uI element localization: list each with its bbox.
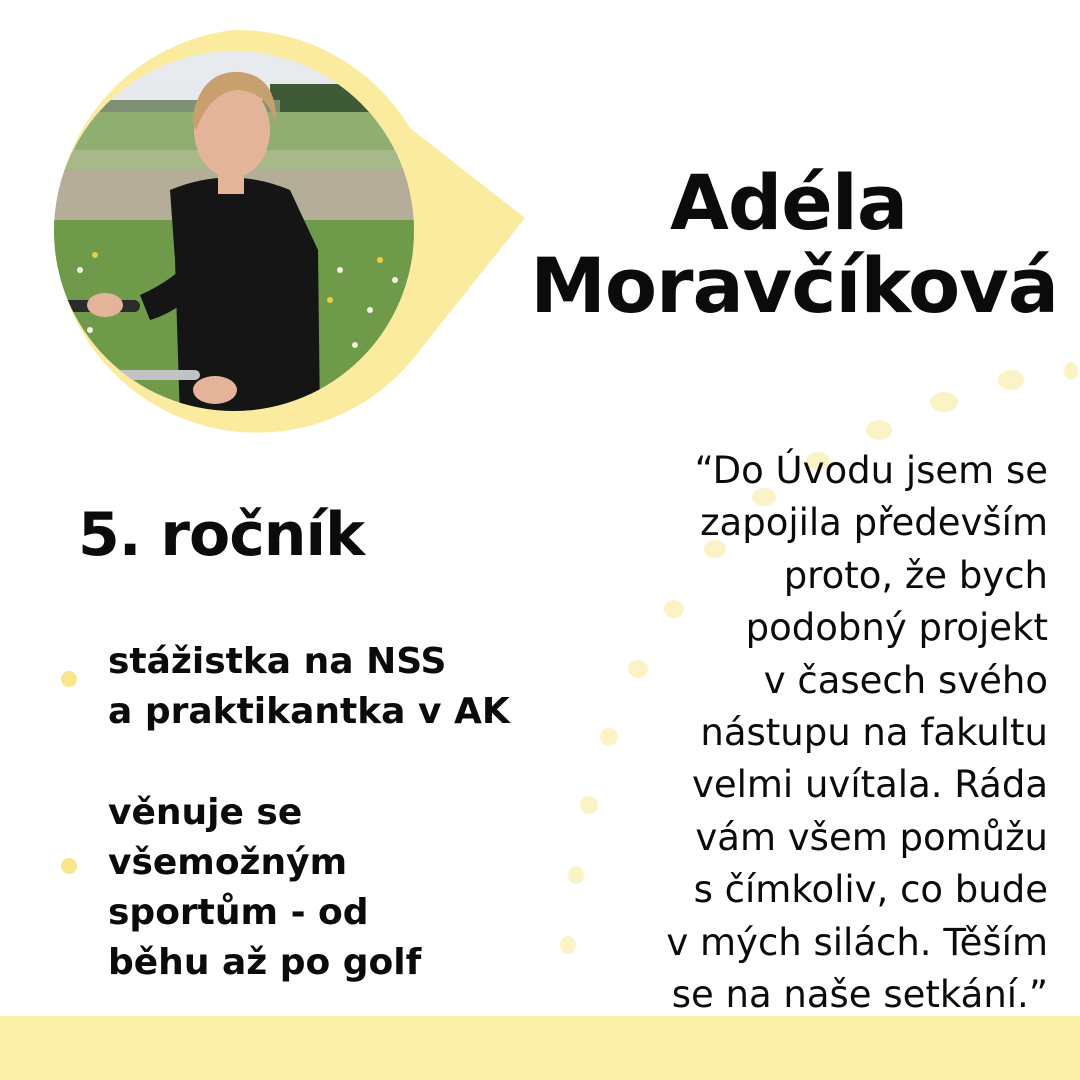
decorative-dot: [998, 370, 1024, 390]
bullet-internship: [108, 637, 510, 737]
quote-line: proto, že bych: [783, 553, 1048, 597]
decorative-dot: [560, 936, 576, 954]
bullet-line: věnuje se: [108, 792, 303, 833]
quote-line: “Do Úvodu jsem se: [694, 449, 1048, 492]
quote-line: s čímkoliv, co bude: [693, 868, 1048, 912]
bullet-dot: [61, 671, 77, 687]
bullet-line: a praktikantka v AK: [108, 691, 510, 732]
year-heading: 5. ročník: [78, 500, 364, 570]
bullet-line: všemožným: [108, 842, 348, 883]
bullet-dot: [61, 858, 77, 874]
decorative-dot: [866, 420, 892, 440]
profile-photo-frame: [0, 0, 560, 460]
quote-line: podobný projekt: [745, 606, 1048, 650]
decorative-dot: [1064, 362, 1078, 380]
quote-line: velmi uvítala. Ráda: [691, 763, 1048, 807]
quote-line: nástupu na fakultu: [700, 711, 1048, 755]
quote-line: v mých silách. Těším: [666, 920, 1048, 964]
last-name: Moravčíková: [530, 241, 1058, 330]
decorative-dot: [930, 392, 958, 412]
first-name: Adéla: [670, 158, 908, 247]
bullet-line: stážistka na NSS: [108, 641, 447, 682]
quote-line: vám všem pomůžu: [695, 815, 1048, 859]
footer-band: [0, 1016, 1080, 1080]
quote-block: [578, 445, 1048, 1021]
bullet-line: běhu až po golf: [108, 942, 422, 983]
quote-line: v časech svého: [763, 658, 1048, 702]
quote-line: zapojila především: [700, 501, 1048, 545]
bullet-line: sportům - od: [108, 892, 369, 933]
bullet-sports: [108, 788, 421, 988]
quote-line: se na naše setkání.”: [671, 973, 1048, 1017]
